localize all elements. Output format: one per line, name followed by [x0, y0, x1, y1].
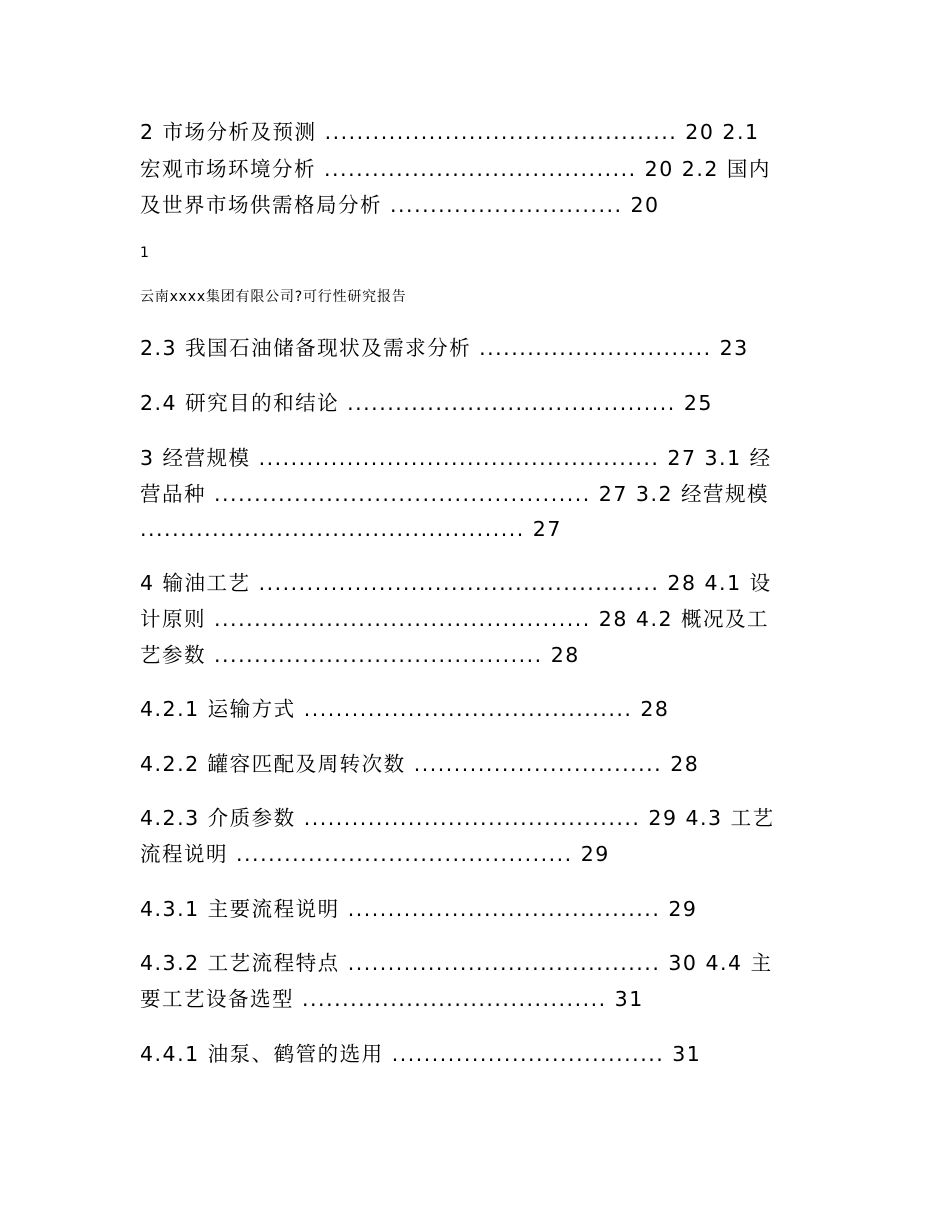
toc-line: 营品种 ............................................... 27 3.2 经营规模	[140, 482, 770, 506]
page-number: 1	[140, 245, 150, 261]
toc-line: 4.4.1 油泵、鹤管的选用 .................................. 31	[140, 1042, 702, 1066]
toc-line: 宏观市场环境分析 ....................................... 20 2.2 国内	[140, 157, 771, 181]
toc-line: 2 市场分析及预测 ............................................ 20 2.1	[140, 120, 760, 144]
toc-line: 要工艺设备选型 ...................................... 31	[140, 987, 644, 1011]
toc-line: 计原则 ............................................... 28 4.2 概况及工	[140, 607, 770, 631]
toc-line: 4.2.2 罐容匹配及周转次数 ............................... 28	[140, 752, 700, 776]
toc-line: 2.3 我国石油储备现状及需求分析 ............................. 23	[140, 336, 749, 360]
toc-line: 4.3.2 工艺流程特点 ....................................... 30 4.4 主	[140, 951, 773, 975]
toc-line: ................................................ 27	[140, 517, 562, 541]
toc-line: 2.4 研究目的和结论 ......................................... 25	[140, 391, 713, 415]
toc-line: 流程说明 .......................................... 29	[140, 842, 610, 866]
running-header: 云南xxxx集团有限公司?可行性研究报告	[140, 289, 407, 305]
toc-line: 4.2.3 介质参数 .......................................... 29 4.3 工艺	[140, 806, 775, 830]
toc-line: 艺参数 ......................................... 28	[140, 643, 580, 667]
toc-line: 4.3.1 主要流程说明 ....................................... 29	[140, 897, 698, 921]
toc-line: 及世界市场供需格局分析 ............................. 20	[140, 193, 660, 217]
toc-line: 4.2.1 运输方式 ......................................... 28	[140, 697, 670, 721]
toc-line: 3 经营规模 .................................................. 27 3.1 经	[140, 446, 772, 470]
toc-line: 4 输油工艺 .................................................. 28 4.1 设	[140, 571, 772, 595]
